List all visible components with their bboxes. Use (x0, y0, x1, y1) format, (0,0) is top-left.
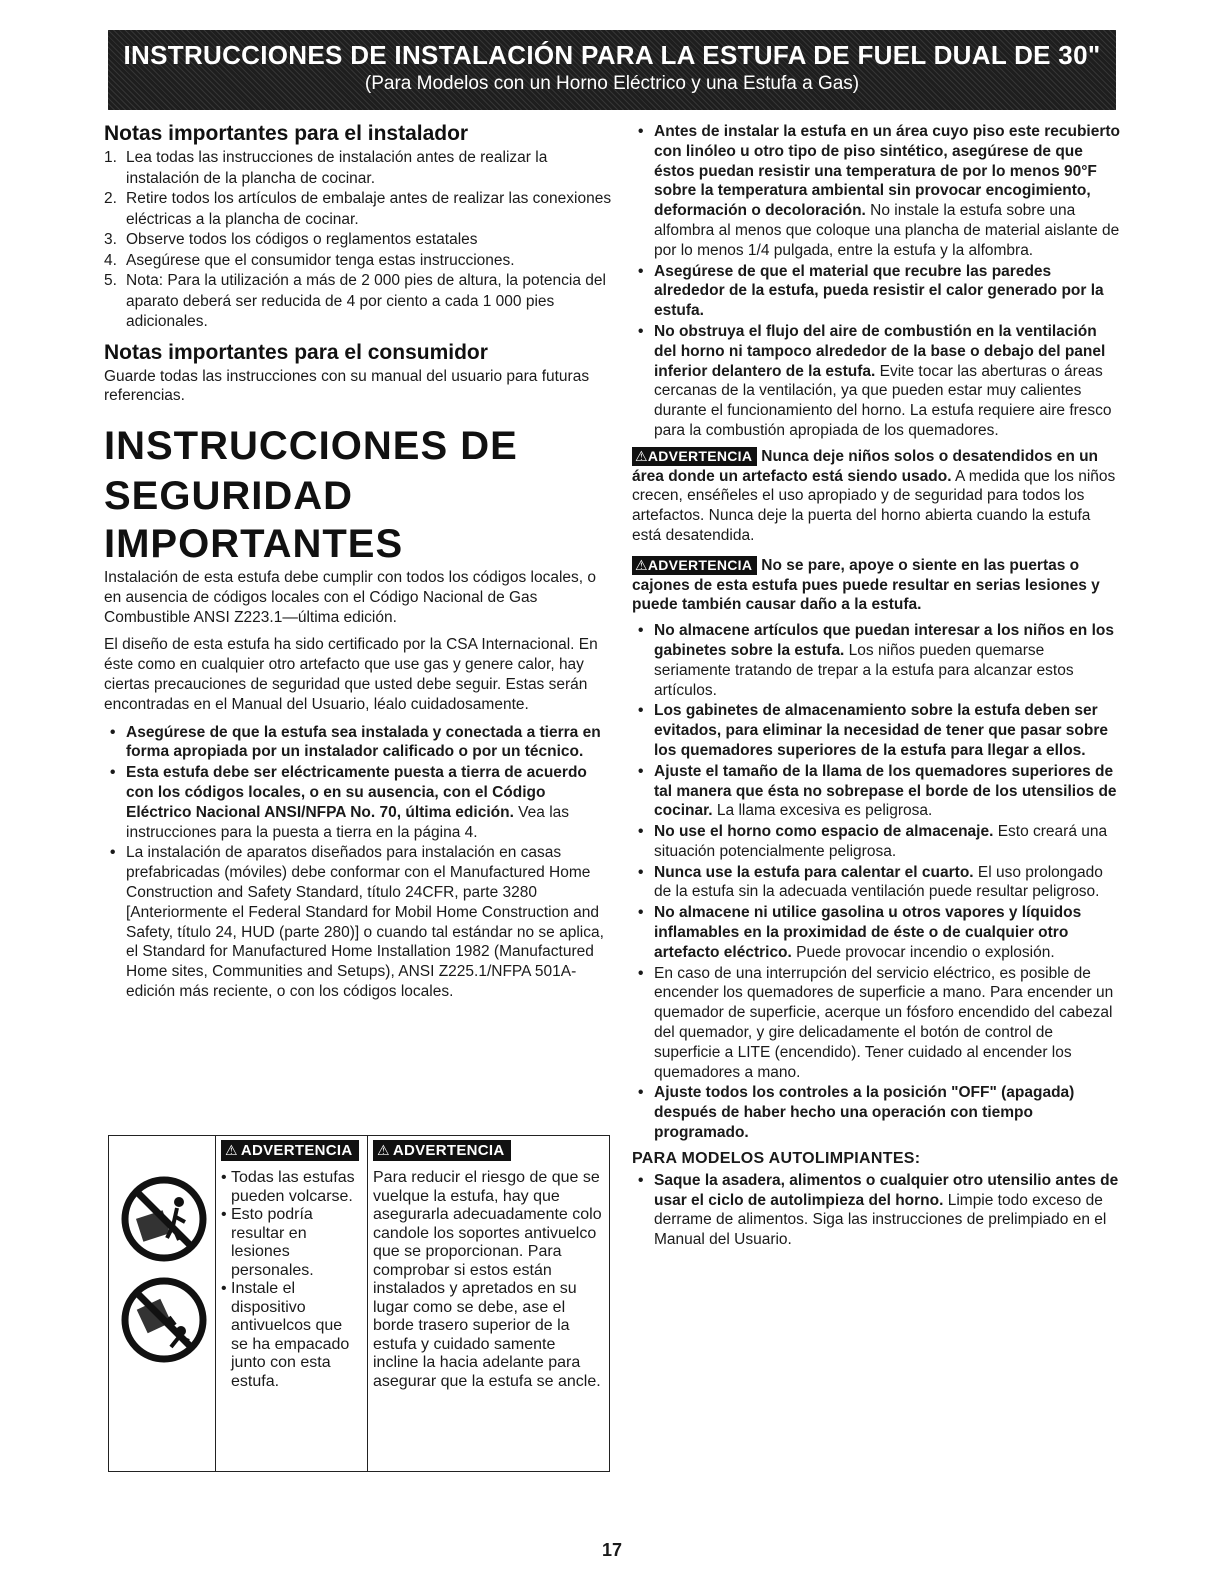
list-item: • Antes de instalar la estufa en un área cuyo piso este recubierto con linóleo u otro tipo de piso sintético, asegúrese de que éstos puedan resistir una temperatura de por lo menos 90°F sobre la temperatura ambiental sin provocar encogimiento, deformación o decoloración. No instale la estufa sobre una alfombra al menos que coloque una plancha de material aislante de por lo menos 1/4 pulgada, entre la estufa y la alfombra. (632, 122, 1122, 261)
warning-column-right (373, 1140, 605, 1391)
safety-bullets-right (632, 621, 1122, 1143)
warning-label: ⚠ ADVERTENCIA (373, 1140, 511, 1161)
list-item: • Esto podría resultar en lesiones personales. (221, 1206, 361, 1280)
list-item: • Saque la asadera, alimentos o cualquier otro utensilio antes de usar el ciclo de autolimpieza del horno. Limpie todo exceso de derrame de alimentos. Siga las instrucciones de prelimpiado en el Manual del Usuario. (632, 1171, 1122, 1250)
warning-label: ⚠ ADVERTENCIA (221, 1140, 359, 1161)
safety-paragraph: El diseño de esta estufa ha sido certificado por la CSA Internacional. En éste como en cualquier otro artefacto que use gas y genere calor, hay ciertas precauciones de seguridad que usted debe seguir. Estas serán encontradas en el Manual del Usuario, léalo cuidadosamente. (104, 636, 598, 713)
title-banner (108, 30, 1116, 110)
right-column (632, 122, 1122, 1251)
anti-tip-warning-box (108, 1135, 610, 1472)
list-item: • La instalación de aparatos diseñados para instalación en casas prefabricadas (móviles) debe conformar con el Manufactured Home Construction and Safety Standard, título 24CFR, parte 3280 [Anteriormente el Federal Standard for Mobil Home Construction and Safety, título 24, HUD (parte 280)] o cuando tal estándar no se aplica, el Standard for Manufactured Home Installation 1982 (Manufactured Home sites, Communities and Setups), ANSI Z225.1/NFPA 501A-edición más reciente, o con los códigos locales. (104, 843, 614, 1001)
consumer-notes-heading: Notas importantes para el consumidor (104, 340, 488, 364)
list-item: • Ajuste todos los controles a la posición "OFF" (apagada) después de haber hecho una operación con tiempo programado. (632, 1083, 1122, 1142)
warning-triangle-icon: ⚠ (635, 447, 648, 464)
warning-icons (121, 1176, 209, 1368)
installer-notes-list (104, 148, 614, 333)
list-item: 3. Observe todos los códigos o reglamentos estatales (104, 231, 478, 248)
warning-text: Para reducir el riesgo de que se vuelque la estufa, hay que asegurarla adecuadamente colo candole los soportes antivuelco que se proporcionan. Para comprobar si estos están instalados y apretados en su lugar como se debe, ase el borde trasero superior de la estufa y cuidado samente incline la hacia adelante para asegurar que la estufa se ancle. (373, 1169, 602, 1390)
list-item: • Instale el dispositivo antivuelcos que se ha empacado junto con esta estufa. (221, 1280, 361, 1391)
list-item: • En caso de una interrupción del servicio eléctrico, es posible de encender los quemadores de superficie a mano. Para encender un quemador de superficie, acerque un fósforo encendido del cabezal del quemador, y gire delicadamente el botón de control de superficie a LITE (encendido). Tener cuidado al encender los quemadores a mano. (632, 964, 1122, 1083)
list-item: • Todas las estufas pueden volcarse. (221, 1169, 361, 1206)
warning-label: ⚠ADVERTENCIA (632, 447, 757, 466)
installation-bullets (632, 122, 1122, 441)
consumer-notes-text: Guarde todas las instrucciones con su manual del usuario para futuras referencias. (104, 367, 590, 405)
list-item: • Asegúrese de que el material que recubre las paredes alrededor de la estufa, pueda resistir el calor generado por la estufa. (632, 262, 1122, 321)
safety-title-line2: SEGURIDAD IMPORTANTES (104, 474, 404, 567)
list-item: • No almacene ni utilice gasolina u otros vapores y líquidos inflamables en la proximidad de éste o de cualquier otro artefacto eléctrico. Puede provocar incendio o explosión. (632, 903, 1122, 962)
list-item: • Asegúrese de que la estufa sea instalada y conectada a tierra en forma apropiada por un instalador calificado o por un técnico. (104, 723, 614, 763)
safety-title-line1: INSTRUCCIONES DE (104, 424, 518, 469)
divider (367, 1136, 368, 1471)
warning-label: ⚠ADVERTENCIA (632, 556, 757, 575)
safety-bullets (104, 723, 614, 1002)
warning-triangle-icon: ⚠ (635, 556, 648, 573)
page-title: INSTRUCCIONES DE INSTALACIÓN PARA LA ESTUFA DE FUEL DUAL DE 30" (123, 40, 1101, 70)
tip-over-hazard-icon (121, 1176, 207, 1262)
list-item: • Ajuste el tamaño de la llama de los quemadores superiores de tal manera que ésta no sobrepase el borde de los utensilios de cocinar. La llama excesiva es peligrosa. (632, 762, 1122, 821)
safety-paragraph: Instalación de esta estufa debe cumplir con todos los códigos locales, o en ausencia de códigos locales con el Código Nacional de Gas Combustible ANSI Z223.1—última edición. (104, 569, 596, 626)
list-item: • Esta estufa debe ser eléctricamente puesta a tierra de acuerdo con los códigos locales, o en su ausencia, con el Código Eléctrico Nacional ANSI/NFPA No. 70, última edición. Vea las instrucciones para la puesta a tierra en la página 4. (104, 763, 614, 842)
warning-triangle-icon: ⚠ (377, 1142, 390, 1158)
self-clean-heading: PARA MODELOS AUTOLIMPIANTES: (632, 1149, 921, 1167)
installer-notes-heading: Notas importantes para el instalador (104, 122, 469, 145)
warning-column-left (221, 1140, 361, 1391)
list-item: • No obstruya el flujo del aire de combustión en la ventilación del horno ni tampoco alrededor de la base o debajo del panel inferior delantero de la estufa. Evite tocar las aberturas o áreas cercanas de la ventilación, ya que pueden estar muy calientes durante el funcionamiento del horno. La estufa requiere aire fresco para la combustión apropiada de los quemadores. (632, 322, 1122, 441)
page-subtitle: (Para Modelos con un Horno Eléctrico y una Estufa a Gas) (364, 73, 860, 94)
list-item: 5. Nota: Para la utilización a más de 2 000 pies de altura, la potencia del aparato deberá ser reducida de 4 por ciento a cada 1 000 pies adicionales. (104, 272, 606, 330)
self-clean-bullets (632, 1171, 1122, 1250)
list-item: • No use el horno como espacio de almacenaje. Esto creará una situación potencialmente peligrosa. (632, 822, 1122, 862)
list-item: • Nunca use la estufa para calentar el cuarto. El uso prolongado de la estufa sin la adecuada ventilación puede resultar peligroso. (632, 863, 1122, 903)
warning-triangle-icon: ⚠ (225, 1142, 238, 1158)
children-warning: ⚠ADVERTENCIA Nunca deje niños solos o desatendidos en un área donde un artefacto está siendo usado. A medida que los niños crecen, enséñeles el uso apropiado y de seguridad para todos los artefactos. Nunca deje la puerta del horno abierta cuando la estufa está desatendida. (632, 447, 1116, 544)
list-item: 4. Asegúrese que el consumidor tenga estas instrucciones. (104, 251, 515, 269)
left-column (104, 122, 614, 1003)
list-item: • No almacene artículos que puedan interesar a los niños en los gabinetes sobre la estufa. Los niños pueden quemarse seriamente tratando de trepar a la estufa para alcanzar estos artículos. (632, 621, 1122, 700)
list-item: 1. Lea todas las instrucciones de instalación antes de realizar la instalación de la plancha de cocinar. (104, 149, 548, 187)
page-number: 17 (601, 1540, 623, 1560)
anti-tip-bracket-icon (121, 1277, 207, 1363)
door-warning: ⚠ADVERTENCIA No se pare, apoye o siente en las puertas o cajones de esta estufa pues puede resultar en serias lesiones y puede también causar daño a la estufa. (632, 556, 1100, 614)
list-item: • Los gabinetes de almacenamiento sobre la estufa deben ser evitados, para eliminar la necesidad de tener que pasar sobre los quemadores superiores de la estufa para llegar a ellos. (632, 701, 1122, 760)
divider (215, 1136, 216, 1471)
list-item: 2. Retire todos los artículos de embalaje antes de realizar las conexiones eléctricas a la plancha de cocinar. (104, 190, 612, 228)
warning-list (221, 1169, 361, 1391)
